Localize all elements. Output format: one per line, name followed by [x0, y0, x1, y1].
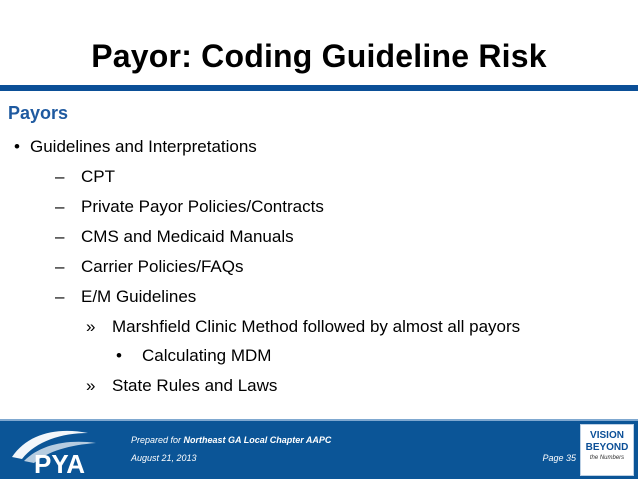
prepared-for-label: Prepared for: [131, 435, 182, 445]
bullet-item: [116, 346, 271, 366]
bullet-text: CMS and Medicaid Manuals: [81, 227, 294, 246]
bullet-item: [86, 376, 277, 396]
bullet-item: [14, 137, 257, 157]
bullet-marker: –: [55, 197, 65, 216]
bullet-item: [55, 227, 294, 247]
bullet-text: E/M Guidelines: [81, 287, 197, 306]
badge-line-2: BEYOND: [585, 442, 629, 453]
slide-title: Payor: Coding Guideline Risk: [91, 38, 547, 74]
bullet-item: [86, 317, 520, 337]
title-divider: [0, 85, 638, 91]
bullet-marker: »: [86, 376, 96, 395]
pya-logo-icon: [10, 427, 110, 475]
bullet-item: [55, 287, 196, 307]
bullet-text: Private Payor Policies/Contracts: [81, 197, 324, 216]
footer-bar: [0, 419, 638, 479]
bullet-text: Calculating MDM: [142, 346, 272, 365]
bullet-marker: –: [55, 227, 65, 246]
prepared-for: [131, 435, 331, 445]
bullet-marker: –: [55, 167, 65, 186]
bullet-item: [55, 257, 243, 277]
bullet-marker: •: [116, 346, 122, 365]
bullet-text: State Rules and Laws: [112, 376, 278, 395]
bullet-text: CPT: [81, 167, 115, 186]
bullet-marker: »: [86, 317, 96, 336]
footer-date: August 21, 2013: [131, 453, 197, 463]
bullet-marker: –: [55, 287, 65, 306]
badge-line-3: the Numbers: [589, 455, 625, 461]
section-heading: Payors: [8, 103, 69, 123]
logo-text: PYA: [34, 449, 86, 475]
bullet-item: [55, 167, 115, 187]
bullet-text: Carrier Policies/FAQs: [81, 257, 244, 276]
bullet-text: Guidelines and Interpretations: [30, 137, 257, 156]
bullet-marker: •: [14, 137, 20, 156]
badge-line-1: VISION: [590, 430, 624, 441]
prepared-for-org: Northeast GA Local Chapter AAPC: [183, 435, 332, 445]
vision-beyond-badge: [580, 424, 634, 476]
bullet-marker: –: [55, 257, 65, 276]
bullet-item: [55, 197, 324, 217]
page-number: Page 35: [542, 453, 576, 463]
footer-divider: [0, 419, 638, 421]
bullet-text: Marshfield Clinic Method followed by almost all payors: [112, 317, 521, 336]
